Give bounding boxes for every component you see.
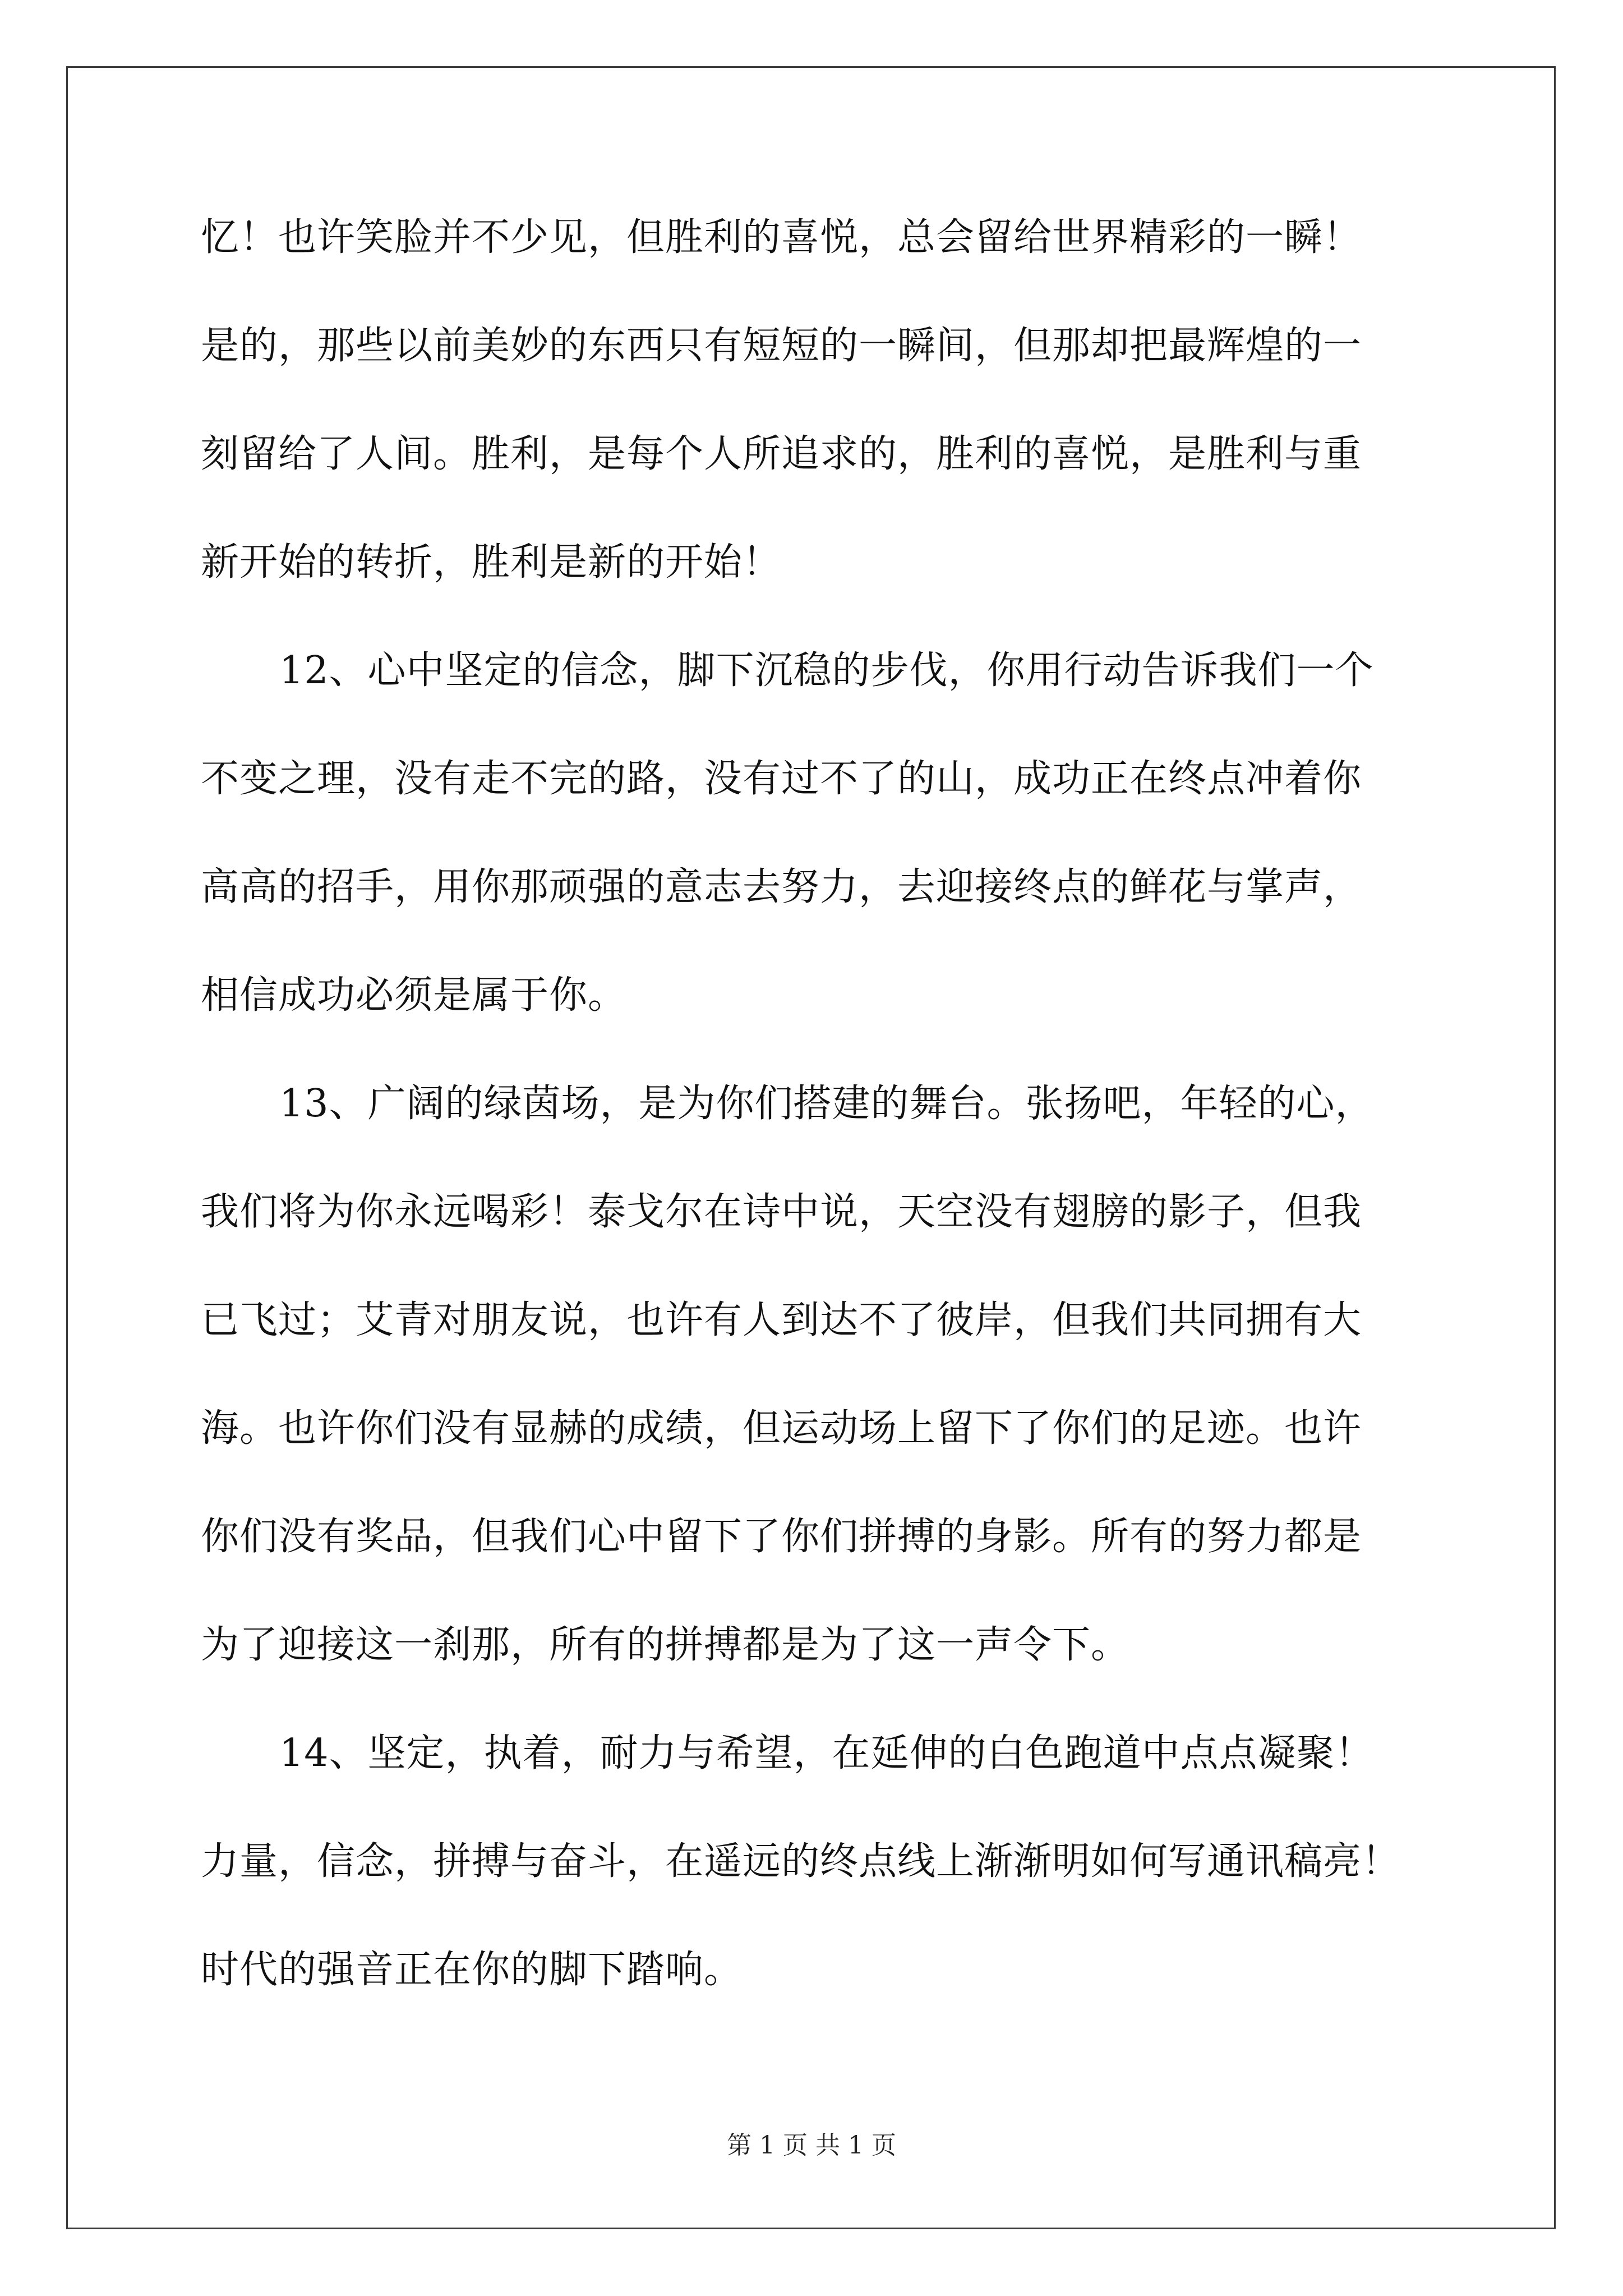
text-line: 你们没有奖品，但我们心中留下了你们拼搏的身影。所有的努力都是 [201, 1515, 1362, 1559]
paragraph-start-12: 12、心中坚定的信念，脚下沉稳的步伐，你用行动告诉我们一个 [279, 648, 1374, 693]
paragraph-start-14: 14、坚定，执着，耐力与希望，在延伸的白色跑道中点点凝聚！ [279, 1731, 1374, 1775]
text-line: 为了迎接这一刹那，所有的拼搏都是为了这一声令下。 [201, 1623, 1130, 1667]
text-line: 不变之理，没有走不完的路，没有过不了的山，成功正在终点冲着你 [201, 757, 1362, 801]
text-line: 是的，那些以前美妙的东西只有短短的一瞬间，但那却把最辉煌的一 [201, 324, 1362, 368]
text-line: 高高的招手，用你那顽强的意志去努力，去迎接终点的鲜花与掌声， [201, 865, 1362, 909]
text-line: 相信成功必须是属于你。 [201, 973, 627, 1018]
page-number-footer: 第 1 页 共 1 页 [727, 2131, 896, 2160]
text-line: 时代的强音正在你的脚下踏响。 [201, 1948, 743, 1992]
text-line: 忆！也许笑脸并不少见，但胜利的喜悦，总会留给世界精彩的一瞬！ [201, 215, 1362, 260]
text-line: 海。也许你们没有显赫的成绩，但运动场上留下了你们的足迹。也许 [201, 1406, 1362, 1451]
paragraph-start-13: 13、广阔的绿茵场，是为你们搭建的舞台。张扬吧，年轻的心， [279, 1082, 1374, 1126]
text-line: 我们将为你永远喝彩！泰戈尔在诗中说，天空没有翅膀的影子，但我 [201, 1190, 1362, 1234]
text-line: 刻留给了人间。胜利，是每个人所追求的，胜利的喜悦，是胜利与重 [201, 432, 1362, 476]
text-line: 力量，信念，拼搏与奋斗，在遥远的终点线上渐渐明如何写通讯稿亮！ [201, 1839, 1401, 1884]
text-line: 新开始的转折，胜利是新的开始！ [201, 540, 782, 585]
page-border [66, 66, 1556, 2229]
text-line: 已飞过；艾青对朋友说，也许有人到达不了彼岸，但我们共同拥有大 [201, 1298, 1362, 1342]
